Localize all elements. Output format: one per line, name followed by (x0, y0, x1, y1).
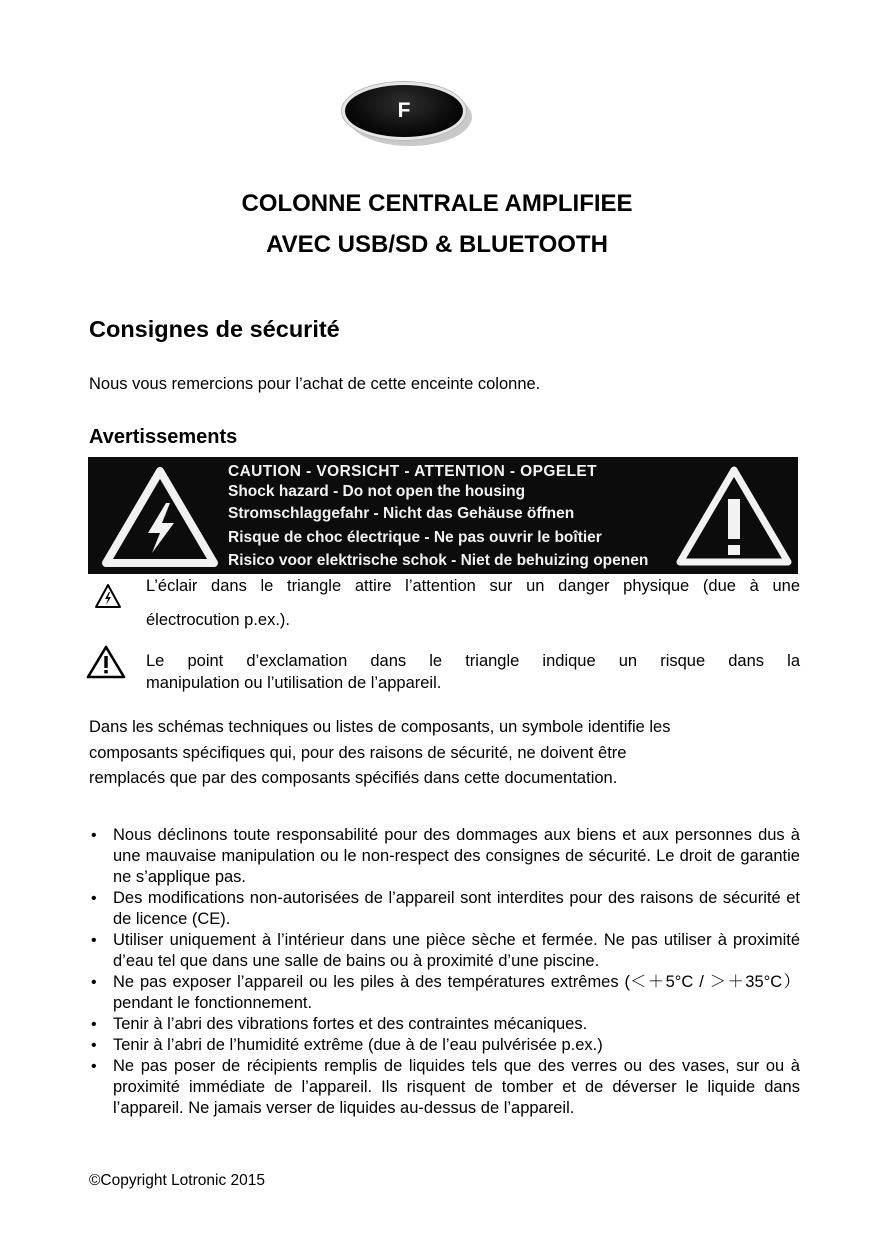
bullet-item (89, 825, 800, 888)
exclamation-explanation-line1: Le point d’exclamation dans le triangle indique un risque dans la (146, 652, 800, 670)
exclamation-symbol-explanation (86, 645, 800, 695)
lightning-triangle-icon (94, 583, 122, 609)
bullet-text: Nous déclinons toute responsabilité pour des dommages aux biens et aux personnes dus à une mauvaise manipulation ou le non-respect des consignes de sécurité. Le droit de garantie ne s’applique pas. (113, 826, 800, 886)
components-note-line1: Dans les schémas techniques ou listes de composants, un symbole identifie les (89, 718, 671, 736)
bullet-text: Utiliser uniquement à l’intérieur dans une pièce sèche et fermée. Ne pas utiliser à proximité d’eau tel que dans une salle de bains ou à proximité d’une piscine. (113, 931, 800, 970)
exclamation-explanation-line2: manipulation ou l’utilisation de l’appareil. (146, 674, 442, 692)
banner-german-line: Stromschlaggefahr - Nicht das Gehäuse öffnen (228, 505, 575, 522)
banner-french-line: Risque de choc électrique - Ne pas ouvrir le boîtier (228, 529, 602, 546)
copyright-footer: ©Copyright Lotronic 2015 (89, 1172, 265, 1189)
caution-banner (88, 457, 798, 574)
bullet-item (89, 888, 800, 930)
components-note-line2: composants spécifiques qui, pour des raisons de sécurité, ne doivent être (89, 744, 627, 762)
components-note-line3: remplacés que par des composants spécifiés dans cette documentation. (89, 769, 618, 787)
banner-english-line: Shock hazard - Do not open the housing (228, 483, 526, 500)
lightning-explanation-line1: L’éclair dans le triangle attire l’attention sur un danger physique (due à une (146, 577, 800, 595)
safety-bullet-list (89, 825, 800, 1119)
banner-exclamation-triangle-icon (676, 465, 792, 567)
bullet-text: Ne pas poser de récipients remplis de liquides tels que des verres ou des vases, sur ou à proximité immédiate de l’appareil. Ils risquent de tomber et de déverser le liquide dans l’appareil. Ne jamais verser de liquides au-dessus de l’appareil. (113, 1057, 800, 1117)
language-badge-oval (342, 82, 466, 140)
warnings-heading: Avertissements (89, 426, 238, 448)
bullet-text: Ne pas exposer l’appareil ou les piles à des températures extrêmes (＜＋5°C / ＞＋35°C）pendant le fonctionnement. (113, 973, 800, 1012)
language-badge (342, 82, 474, 150)
bullet-item (89, 930, 800, 972)
language-badge-label: F (397, 99, 411, 122)
safety-intro: Nous vous remercions pour l’achat de cette enceinte colonne. (89, 375, 541, 393)
bullet-text: Tenir à l’abri des vibrations fortes et des contraintes mécaniques. (113, 1015, 588, 1033)
document-title-line2: AVEC USB/SD & BLUETOOTH (266, 231, 608, 258)
exclamation-triangle-icon (86, 645, 126, 679)
lightning-symbol-explanation (86, 577, 800, 637)
bullet-item (89, 1056, 800, 1119)
banner-dutch-line: Risico voor elektrische schok - Niet de behuizing openen (228, 552, 649, 569)
banner-caution-line: CAUTION - VORSICHT - ATTENTION - OPGELET (228, 463, 598, 480)
bullet-item (89, 1014, 800, 1035)
safety-heading: Consignes de sécurité (89, 316, 340, 342)
document-title-line1: COLONNE CENTRALE AMPLIFIEE (241, 190, 633, 217)
bullet-text: Tenir à l’abri de l’humidité extrême (due à de l’eau pulvérisée p.ex.) (113, 1036, 603, 1054)
lightning-explanation-line2: électrocution p.ex.). (146, 611, 290, 629)
bullet-item (89, 972, 800, 1014)
bullet-item (89, 1035, 800, 1056)
bullet-text: Des modifications non-autorisées de l’appareil sont interdites pour des raisons de sécurité et de licence (CE). (113, 889, 800, 928)
banner-lightning-triangle-icon (102, 467, 218, 567)
